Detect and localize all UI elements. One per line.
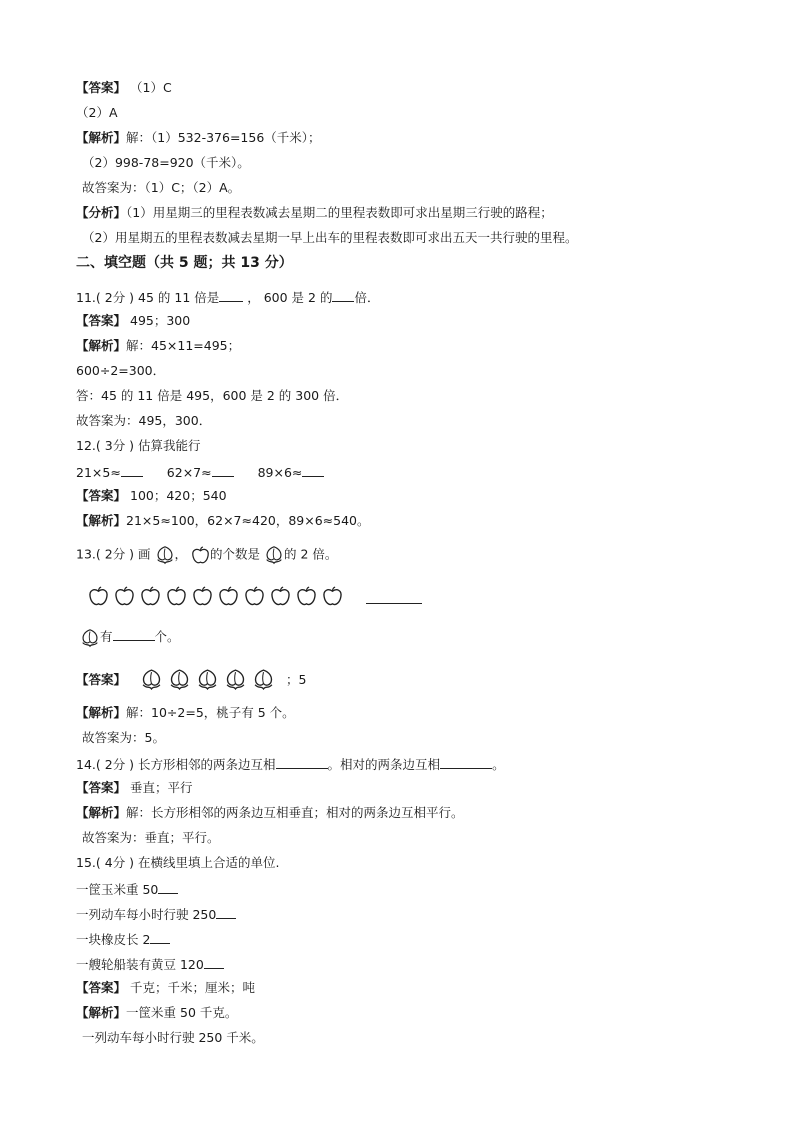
question-text: 个。 bbox=[154, 629, 180, 644]
q13-answer-line bbox=[76, 668, 306, 691]
analysis-tag: 【解析】 bbox=[76, 338, 127, 353]
analysis-text: 解：10÷2=5，桃子有 5 个。 bbox=[126, 705, 295, 720]
fill-blank[interactable] bbox=[276, 755, 328, 769]
q10-analysis-line-3: 故答案为：（1）C；（2）A。 bbox=[82, 180, 241, 195]
question-text: 倍． bbox=[354, 290, 380, 305]
apple-icon bbox=[140, 586, 161, 607]
q14-analysis-line bbox=[76, 805, 464, 821]
item-text: 一筐玉米重 50 bbox=[76, 882, 159, 897]
q10-fenxi-line bbox=[76, 205, 553, 221]
q15-stem bbox=[76, 855, 280, 871]
fill-blank[interactable] bbox=[121, 463, 143, 477]
peach-icon bbox=[252, 668, 275, 691]
q13-peach-line bbox=[80, 627, 180, 648]
q10-fenxi-line-2: （2）用星期五的里程表数减去星期一早上出车的里程表数即可求出五天一共行驶的里程。 bbox=[82, 230, 578, 245]
question-score: ( 3分 ) bbox=[95, 438, 135, 453]
question-text: 的 2 倍。 bbox=[284, 546, 338, 562]
apple-icon bbox=[218, 586, 239, 607]
peach-icon bbox=[224, 668, 247, 691]
answer-text: 千克；千米；厘米；吨 bbox=[130, 980, 256, 995]
analysis-text: 解：（1）532-376=156（千米）； bbox=[126, 130, 321, 145]
question-text: 的个数是 bbox=[210, 546, 261, 562]
q15-item bbox=[76, 905, 236, 923]
question-number: 12. bbox=[76, 438, 96, 453]
peach-icon bbox=[80, 628, 100, 648]
question-score: ( 2分 ) bbox=[95, 546, 135, 562]
answer-text: 495；300 bbox=[130, 313, 191, 328]
q15-analysis-line-2: 一列动车每小时行驶 250 千米。 bbox=[82, 1030, 264, 1045]
apple-icon bbox=[322, 586, 343, 607]
fenxi-text: （1）用星期三的里程表数减去星期二的里程表数即可求出星期三行驶的路程； bbox=[126, 205, 553, 220]
q11-analysis-line bbox=[76, 338, 240, 354]
question-text: 。 bbox=[492, 757, 505, 772]
question-text: 画 bbox=[138, 546, 151, 562]
analysis-text: 一筐米重 50 千克。 bbox=[126, 1005, 238, 1020]
peach-icon bbox=[168, 668, 191, 691]
q13-stem bbox=[76, 545, 337, 565]
q15-item bbox=[76, 955, 224, 973]
analysis-tag: 【解析】 bbox=[76, 1005, 127, 1020]
q15-item bbox=[76, 930, 170, 948]
question-number: 14. bbox=[76, 757, 96, 772]
q10-answer-line-2: （2）A bbox=[76, 105, 118, 120]
fill-blank[interactable] bbox=[150, 930, 170, 944]
apple-list bbox=[88, 586, 348, 607]
analysis-tag: 【解析】 bbox=[76, 513, 127, 528]
apple-icon bbox=[296, 586, 317, 607]
q10-analysis-line-2: （2）998-78=920（千米）。 bbox=[82, 155, 250, 170]
fill-blank[interactable] bbox=[219, 288, 243, 302]
question-text: ， 600 是 2 的 bbox=[247, 290, 333, 305]
apple-icon bbox=[192, 586, 213, 607]
analysis-tag: 【解析】 bbox=[76, 805, 127, 820]
question-text: 长方形相邻的两条边互相 bbox=[138, 757, 276, 772]
fenxi-tag: 【分析】 bbox=[76, 205, 127, 220]
question-score: ( 4分 ) bbox=[95, 855, 135, 870]
apple-icon bbox=[166, 586, 187, 607]
question-text: 45 的 11 倍是 bbox=[138, 290, 220, 305]
q15-answer-line bbox=[76, 980, 255, 996]
fill-blank[interactable] bbox=[158, 880, 178, 894]
fill-blank[interactable] bbox=[113, 627, 155, 641]
fill-blank[interactable] bbox=[302, 463, 324, 477]
question-number: 13. bbox=[76, 546, 96, 562]
q11-analysis-line-2: 600÷2=300． bbox=[76, 363, 166, 378]
apple-row bbox=[88, 586, 422, 607]
peach-icon bbox=[196, 668, 219, 691]
q15-analysis-line bbox=[76, 1005, 237, 1021]
analysis-tag: 【解析】 bbox=[76, 130, 127, 145]
apple-icon bbox=[114, 586, 135, 607]
q13-analysis-line bbox=[76, 705, 295, 721]
q12-expressions bbox=[76, 463, 324, 481]
fill-blank[interactable] bbox=[440, 755, 492, 769]
answer-text: 垂直；平行 bbox=[130, 780, 193, 795]
q13-analysis-line-2: 故答案为：5。 bbox=[82, 730, 165, 745]
answer-tag: 【答案】 bbox=[76, 780, 127, 795]
q12-answer-line bbox=[76, 488, 227, 504]
q10-answer-line bbox=[76, 80, 172, 96]
peach-icon bbox=[140, 668, 163, 691]
question-score: ( 2分 ) bbox=[95, 757, 135, 772]
q12-analysis-line bbox=[76, 513, 370, 529]
answer-tag: 【答案】 bbox=[76, 80, 127, 95]
expression: 62×7≈ bbox=[166, 465, 212, 480]
analysis-tag: 【解析】 bbox=[76, 705, 127, 720]
q11-answer-line bbox=[76, 313, 190, 329]
q14-stem bbox=[76, 755, 505, 773]
q15-item bbox=[76, 880, 178, 898]
question-text: 在横线里填上合适的单位. bbox=[138, 855, 280, 870]
item-text: 一列动车每小时行驶 250 bbox=[76, 907, 217, 922]
fill-blank[interactable] bbox=[366, 590, 422, 604]
answer-text: （1）C bbox=[130, 80, 172, 95]
expression: 89×6≈ bbox=[257, 465, 303, 480]
fill-blank[interactable] bbox=[204, 955, 224, 969]
q11-analysis-line-3: 答：45 的 11 倍是 495，600 是 2 的 300 倍． bbox=[76, 388, 349, 403]
section-title: 二、填空题（共 5 题；共 13 分） bbox=[76, 255, 293, 271]
question-score: ( 2分 ) bbox=[95, 290, 135, 305]
question-number: 11. bbox=[76, 290, 96, 305]
item-text: 一块橡皮长 2 bbox=[76, 932, 151, 947]
q14-answer-line bbox=[76, 780, 193, 796]
apple-icon bbox=[244, 586, 265, 607]
answer-tag: 【答案】 bbox=[76, 488, 127, 503]
q10-analysis-line bbox=[76, 130, 321, 146]
q14-analysis-line-2: 故答案为：垂直；平行。 bbox=[82, 830, 220, 845]
question-number: 15. bbox=[76, 855, 96, 870]
answer-tag: 【答案】 bbox=[76, 980, 127, 995]
fill-blank[interactable] bbox=[216, 905, 236, 919]
q11-analysis-line-4: 故答案为：495，300． bbox=[76, 413, 212, 428]
peach-icon bbox=[155, 545, 175, 565]
analysis-text: 21×5≈100，62×7≈420，89×6≈540。 bbox=[126, 513, 370, 528]
question-text: 有 bbox=[100, 629, 113, 644]
item-text: 一艘轮船装有黄豆 120 bbox=[76, 957, 204, 972]
answer-tag: 【答案】 bbox=[76, 671, 127, 687]
fill-blank[interactable] bbox=[212, 463, 234, 477]
apple-icon bbox=[88, 586, 109, 607]
q11-stem bbox=[76, 288, 379, 306]
question-text: 估算我能行 bbox=[138, 438, 201, 453]
answer-text: 100；420；540 bbox=[130, 488, 227, 503]
q12-stem bbox=[76, 438, 201, 454]
analysis-text: 解：45×11=495； bbox=[126, 338, 241, 353]
fill-blank[interactable] bbox=[332, 288, 354, 302]
answer-tag: 【答案】 bbox=[76, 313, 127, 328]
answer-peach-list bbox=[140, 668, 280, 691]
expression: 21×5≈ bbox=[76, 465, 121, 480]
apple-icon bbox=[191, 546, 210, 565]
answer-text: ；5 bbox=[286, 671, 307, 687]
peach-icon bbox=[264, 545, 284, 565]
question-text: ， bbox=[174, 546, 188, 562]
question-text: 。相对的两条边互相 bbox=[327, 757, 441, 772]
analysis-text: 解：长方形相邻的两条边互相垂直；相对的两条边互相平行。 bbox=[126, 805, 464, 820]
apple-icon bbox=[270, 586, 291, 607]
